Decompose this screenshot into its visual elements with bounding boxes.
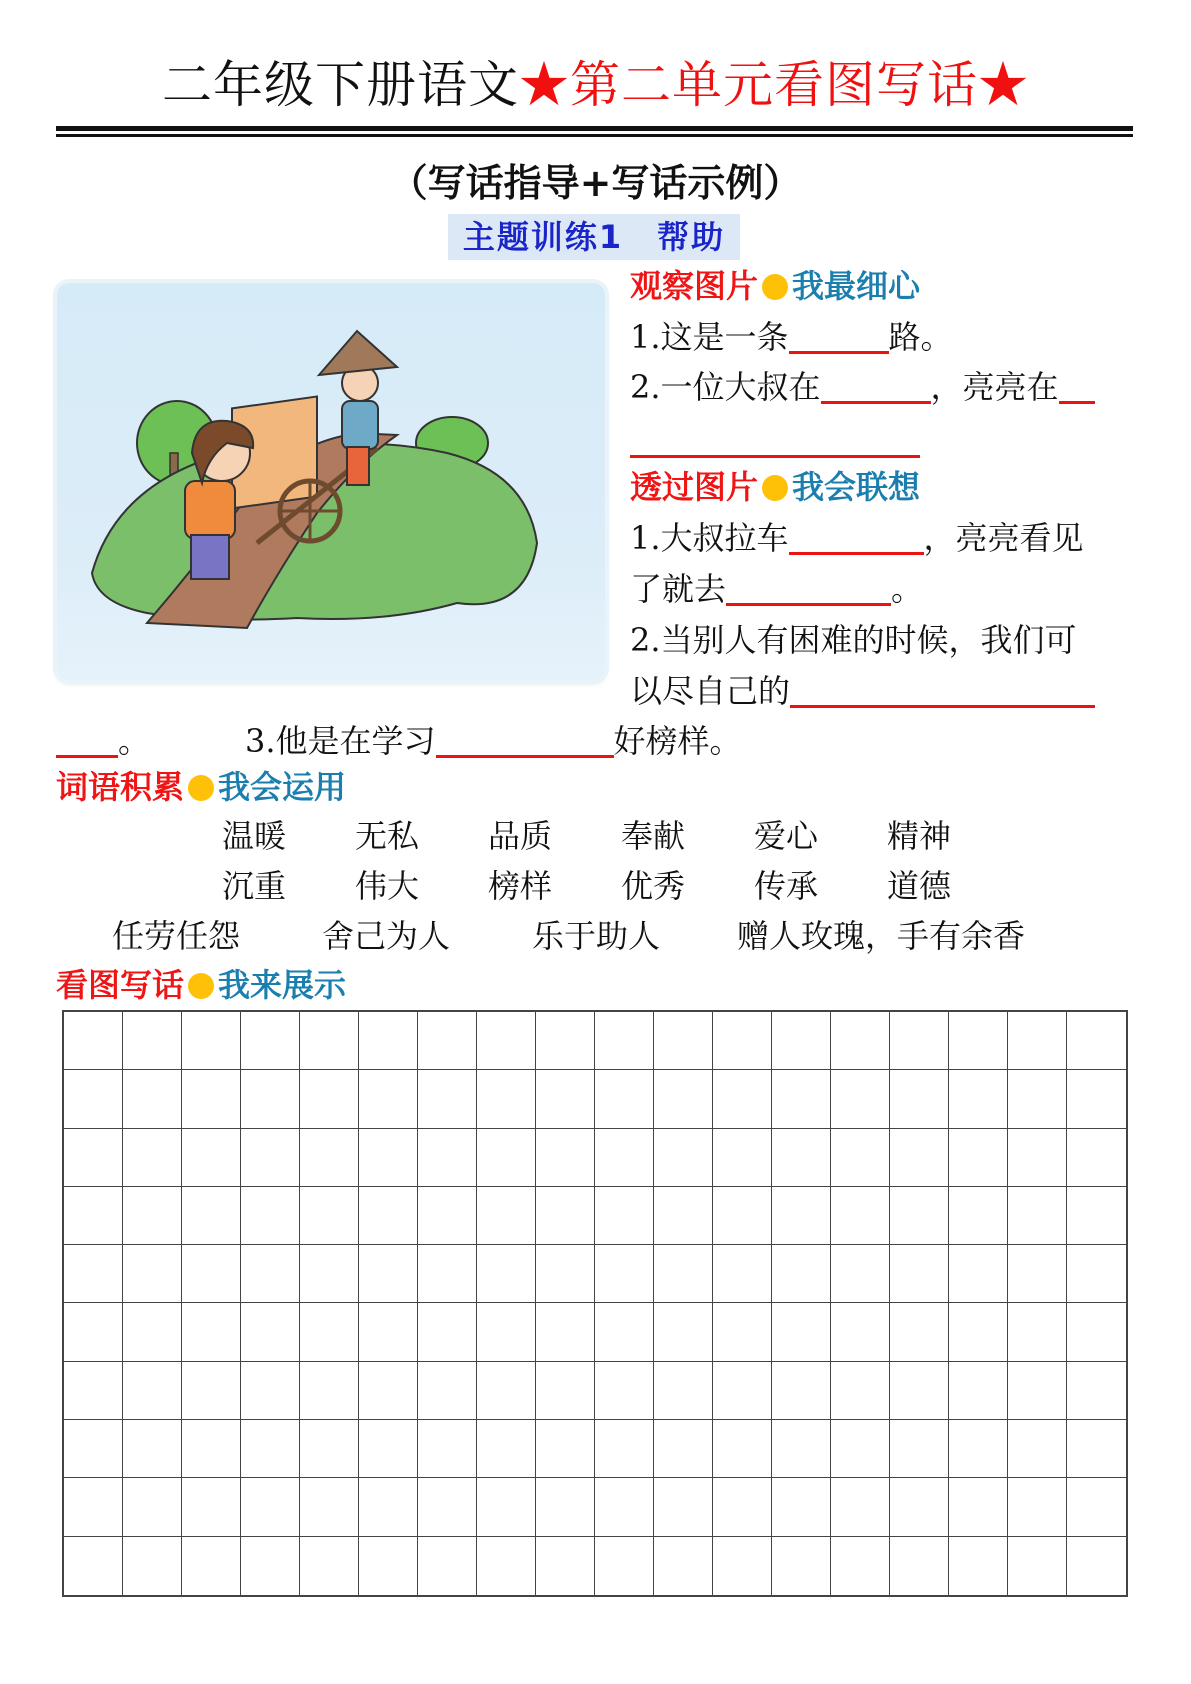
grid-cell[interactable] (300, 1012, 359, 1070)
grid-cell[interactable] (300, 1187, 359, 1245)
grid-cell[interactable] (418, 1012, 477, 1070)
grid-cell[interactable] (595, 1478, 654, 1536)
grid-cell[interactable] (595, 1245, 654, 1303)
imagine-q2-line3: 。 (56, 718, 150, 764)
grid-cell[interactable] (64, 1245, 123, 1303)
answer-blank-continuation[interactable] (630, 455, 920, 458)
grid-cell[interactable] (1008, 1245, 1067, 1303)
grid-cell[interactable] (418, 1537, 477, 1595)
grid-cell[interactable] (182, 1478, 241, 1536)
grid-cell[interactable] (1008, 1537, 1067, 1595)
vocab-word: 无私 (355, 817, 420, 855)
answer-blank[interactable] (789, 317, 889, 354)
writing-grid[interactable] (62, 1010, 1128, 1597)
heading-write: 看图写话 我来展示 (56, 966, 347, 1004)
grid-cell[interactable] (654, 1245, 713, 1303)
grid-cell[interactable] (241, 1537, 300, 1595)
grid-cell[interactable] (890, 1420, 949, 1478)
grid-cell[interactable] (359, 1129, 418, 1187)
grid-cell[interactable] (241, 1362, 300, 1420)
grid-cell[interactable] (477, 1245, 536, 1303)
theme-tag: 主题训练1 帮助 (448, 214, 740, 260)
grid-cell[interactable] (949, 1362, 1008, 1420)
vocab-idiom: 任劳任怨 (112, 917, 241, 955)
answer-blank[interactable] (1059, 367, 1095, 404)
grid-cell[interactable] (772, 1537, 831, 1595)
grid-cell[interactable] (949, 1012, 1008, 1070)
grid-cell[interactable] (64, 1129, 123, 1187)
grid-cell[interactable] (536, 1012, 595, 1070)
grid-cell[interactable] (949, 1537, 1008, 1595)
grid-cell[interactable] (477, 1012, 536, 1070)
grid-cell[interactable] (64, 1187, 123, 1245)
grid-cell[interactable] (831, 1303, 890, 1361)
title-rule-thick (56, 126, 1133, 131)
star-icon: ★ (519, 56, 570, 114)
grid-cell[interactable] (1008, 1478, 1067, 1536)
grid-cell[interactable] (241, 1478, 300, 1536)
bullet-dot-icon (188, 775, 214, 801)
grid-cell[interactable] (772, 1362, 831, 1420)
grid-cell[interactable] (359, 1245, 418, 1303)
vocab-word: 沉重 (222, 867, 287, 905)
subtitle: （写话指导+写话示例） (389, 161, 802, 205)
vocab-row-1 (222, 814, 951, 858)
grid-cell[interactable] (418, 1303, 477, 1361)
grid-cell[interactable] (772, 1303, 831, 1361)
grid-cell[interactable] (123, 1012, 182, 1070)
answer-blank[interactable] (789, 518, 924, 555)
grid-cell[interactable] (772, 1420, 831, 1478)
grid-cell[interactable] (713, 1303, 772, 1361)
grid-cell[interactable] (713, 1362, 772, 1420)
grid-cell[interactable] (1008, 1187, 1067, 1245)
grid-cell[interactable] (123, 1420, 182, 1478)
grid-cell[interactable] (1008, 1420, 1067, 1478)
grid-cell[interactable] (300, 1129, 359, 1187)
grid-cell[interactable] (123, 1070, 182, 1128)
grid-cell[interactable] (713, 1129, 772, 1187)
grid-cell[interactable] (1067, 1129, 1126, 1187)
grid-cell[interactable] (595, 1303, 654, 1361)
grid-cell[interactable] (477, 1420, 536, 1478)
grid-cell[interactable] (1008, 1070, 1067, 1128)
grid-cell[interactable] (1067, 1245, 1126, 1303)
grid-cell[interactable] (536, 1129, 595, 1187)
grid-cell[interactable] (241, 1303, 300, 1361)
grid-cell[interactable] (418, 1070, 477, 1128)
grid-cell[interactable] (654, 1012, 713, 1070)
grid-cell[interactable] (1067, 1012, 1126, 1070)
grid-cell[interactable] (949, 1420, 1008, 1478)
star-icon: ★ (978, 56, 1029, 114)
grid-cell[interactable] (477, 1129, 536, 1187)
grid-cell[interactable] (1067, 1070, 1126, 1128)
grid-cell[interactable] (359, 1420, 418, 1478)
grid-cell[interactable] (890, 1537, 949, 1595)
grid-cell[interactable] (654, 1537, 713, 1595)
grid-cell[interactable] (418, 1187, 477, 1245)
grid-cell[interactable] (241, 1129, 300, 1187)
grid-cell[interactable] (949, 1478, 1008, 1536)
grid-cell[interactable] (182, 1303, 241, 1361)
grid-cell[interactable] (713, 1478, 772, 1536)
imagine-q3: 3.他是在学习 好榜样。 (245, 722, 742, 760)
grid-cell[interactable] (123, 1362, 182, 1420)
grid-cell[interactable] (772, 1129, 831, 1187)
grid-cell[interactable] (890, 1245, 949, 1303)
grid-cell[interactable] (654, 1303, 713, 1361)
grid-cell[interactable] (418, 1478, 477, 1536)
grid-cell[interactable] (241, 1420, 300, 1478)
grid-cell[interactable] (536, 1070, 595, 1128)
grid-cell[interactable] (241, 1187, 300, 1245)
vocab-word: 奉献 (621, 817, 686, 855)
grid-cell[interactable] (477, 1303, 536, 1361)
grid-cell[interactable] (831, 1420, 890, 1478)
heading-imagine: 透过图片 我会联想 (630, 468, 921, 506)
grid-cell[interactable] (182, 1070, 241, 1128)
grid-cell[interactable] (713, 1187, 772, 1245)
grid-cell[interactable] (536, 1537, 595, 1595)
grid-cell[interactable] (241, 1070, 300, 1128)
vocab-word: 温暖 (222, 817, 287, 855)
grid-cell[interactable] (182, 1362, 241, 1420)
grid-cell[interactable] (654, 1478, 713, 1536)
grid-cell[interactable] (831, 1478, 890, 1536)
vocab-word: 道德 (887, 867, 952, 905)
grid-cell[interactable] (300, 1537, 359, 1595)
grid-cell[interactable] (536, 1478, 595, 1536)
grid-cell[interactable] (536, 1303, 595, 1361)
grid-cell[interactable] (831, 1537, 890, 1595)
grid-cell[interactable] (536, 1362, 595, 1420)
grid-cell[interactable] (1067, 1537, 1126, 1595)
grid-cell[interactable] (182, 1187, 241, 1245)
grid-cell[interactable] (713, 1420, 772, 1478)
grid-cell[interactable] (713, 1537, 772, 1595)
grid-cell[interactable] (595, 1187, 654, 1245)
grid-cell[interactable] (595, 1012, 654, 1070)
grid-cell[interactable] (772, 1070, 831, 1128)
grid-cell[interactable] (477, 1187, 536, 1245)
grid-cell[interactable] (123, 1478, 182, 1536)
bullet-dot-icon (762, 475, 788, 501)
grid-cell[interactable] (713, 1070, 772, 1128)
grid-cell[interactable] (477, 1362, 536, 1420)
answer-blank[interactable] (821, 367, 931, 404)
grid-cell[interactable] (1067, 1478, 1126, 1536)
grid-cell[interactable] (949, 1303, 1008, 1361)
grid-cell[interactable] (890, 1303, 949, 1361)
grid-cell[interactable] (182, 1245, 241, 1303)
grid-cell[interactable] (772, 1245, 831, 1303)
grid-cell[interactable] (890, 1012, 949, 1070)
title-grade: 二年级下册语文 (162, 56, 519, 114)
grid-cell[interactable] (890, 1129, 949, 1187)
grid-cell[interactable] (300, 1362, 359, 1420)
grid-cell[interactable] (359, 1303, 418, 1361)
grid-cell[interactable] (890, 1187, 949, 1245)
grid-cell[interactable] (64, 1070, 123, 1128)
grid-cell[interactable] (359, 1362, 418, 1420)
grid-cell[interactable] (1008, 1303, 1067, 1361)
vocab-word: 品质 (488, 817, 553, 855)
vocab-word: 优秀 (621, 867, 686, 905)
grid-cell[interactable] (772, 1478, 831, 1536)
title-rule-thin (56, 134, 1133, 137)
grid-cell[interactable] (182, 1012, 241, 1070)
grid-cell[interactable] (123, 1245, 182, 1303)
imagine-q1-line1: 1.大叔拉车 ，亮亮看见 (630, 519, 1084, 557)
grid-cell[interactable] (241, 1012, 300, 1070)
grid-cell[interactable] (831, 1245, 890, 1303)
grid-cell[interactable] (241, 1245, 300, 1303)
vocab-idiom: 舍己为人 (322, 917, 451, 955)
grid-cell[interactable] (595, 1362, 654, 1420)
grid-cell[interactable] (536, 1420, 595, 1478)
vocab-word: 伟大 (355, 867, 420, 905)
grid-cell[interactable] (1067, 1187, 1126, 1245)
grid-cell[interactable] (831, 1012, 890, 1070)
grid-cell[interactable] (64, 1420, 123, 1478)
vocab-row-3 (112, 914, 1025, 958)
imagine-q2-line1: 2.当别人有困难的时候，我们可 (630, 621, 1077, 659)
observe-q1: 1.这是一条 路。 (630, 318, 953, 356)
grid-cell[interactable] (64, 1012, 123, 1070)
grid-cell[interactable] (123, 1129, 182, 1187)
grid-cell[interactable] (359, 1070, 418, 1128)
bullet-dot-icon (762, 274, 788, 300)
vocab-idiom: 乐于助人 (532, 917, 661, 955)
grid-cell[interactable] (654, 1129, 713, 1187)
grid-cell[interactable] (1067, 1420, 1126, 1478)
grid-cell[interactable] (654, 1070, 713, 1128)
vocab-row-2 (222, 864, 951, 908)
grid-cell[interactable] (359, 1187, 418, 1245)
grid-cell[interactable] (772, 1187, 831, 1245)
vocab-word: 爱心 (754, 817, 819, 855)
grid-cell[interactable] (359, 1537, 418, 1595)
grid-cell[interactable] (1008, 1362, 1067, 1420)
grid-cell[interactable] (359, 1012, 418, 1070)
grid-cell[interactable] (713, 1245, 772, 1303)
grid-cell[interactable] (890, 1362, 949, 1420)
heading-vocab: 词语积累 我会运用 (56, 768, 347, 806)
grid-cell[interactable] (64, 1478, 123, 1536)
boy-helping-cart-illustration (57, 283, 605, 680)
grid-cell[interactable] (477, 1070, 536, 1128)
grid-cell[interactable] (654, 1187, 713, 1245)
grid-cell[interactable] (831, 1362, 890, 1420)
grid-cell[interactable] (831, 1070, 890, 1128)
page-title (0, 52, 1191, 118)
grid-cell[interactable] (831, 1129, 890, 1187)
answer-blank[interactable] (726, 569, 891, 606)
grid-cell[interactable] (300, 1303, 359, 1361)
answer-blank[interactable] (56, 721, 118, 758)
grid-cell[interactable] (949, 1070, 1008, 1128)
grid-cell[interactable] (182, 1537, 241, 1595)
grid-cell[interactable] (418, 1362, 477, 1420)
grid-cell[interactable] (1008, 1129, 1067, 1187)
grid-cell[interactable] (64, 1303, 123, 1361)
grid-cell[interactable] (418, 1420, 477, 1478)
grid-cell[interactable] (536, 1187, 595, 1245)
grid-cell[interactable] (477, 1537, 536, 1595)
grid-cell[interactable] (1067, 1362, 1126, 1420)
grid-cell[interactable] (595, 1070, 654, 1128)
grid-cell[interactable] (772, 1012, 831, 1070)
grid-cell[interactable] (890, 1478, 949, 1536)
grid-cell[interactable] (831, 1187, 890, 1245)
grid-cell[interactable] (64, 1537, 123, 1595)
illustration (57, 283, 605, 680)
grid-cell[interactable] (1067, 1303, 1126, 1361)
grid-cell[interactable] (123, 1303, 182, 1361)
grid-cell[interactable] (536, 1245, 595, 1303)
title-unit: 第二单元看图写话 (570, 56, 978, 114)
imagine-q2-line2: 以尽自己的 (630, 668, 1095, 714)
grid-cell[interactable] (949, 1245, 1008, 1303)
bullet-dot-icon (188, 973, 214, 999)
vocab-word: 榜样 (488, 867, 553, 905)
grid-cell[interactable] (300, 1245, 359, 1303)
grid-cell[interactable] (359, 1478, 418, 1536)
grid-cell[interactable] (182, 1129, 241, 1187)
observe-q2: 2.一位大叔在 ，亮亮在 (630, 364, 1095, 410)
grid-cell[interactable] (949, 1187, 1008, 1245)
grid-cell[interactable] (64, 1362, 123, 1420)
grid-cell[interactable] (300, 1070, 359, 1128)
grid-cell[interactable] (654, 1420, 713, 1478)
grid-cell[interactable] (477, 1478, 536, 1536)
grid-cell[interactable] (182, 1420, 241, 1478)
grid-cell[interactable] (300, 1420, 359, 1478)
vocab-word: 精神 (887, 817, 952, 855)
answer-blank[interactable] (790, 671, 1095, 708)
answer-blank[interactable] (436, 721, 614, 758)
grid-cell[interactable] (595, 1420, 654, 1478)
vocab-word: 传承 (754, 867, 819, 905)
grid-cell[interactable] (418, 1245, 477, 1303)
heading-observe: 观察图片 我最细心 (630, 267, 921, 305)
grid-cell[interactable] (300, 1478, 359, 1536)
vocab-idiom: 赠人玫瑰，手有余香 (737, 917, 1026, 955)
grid-cell[interactable] (654, 1362, 713, 1420)
grid-cell[interactable] (123, 1537, 182, 1595)
grid-cell[interactable] (890, 1070, 949, 1128)
grid-cell[interactable] (123, 1187, 182, 1245)
grid-cell[interactable] (595, 1129, 654, 1187)
grid-cell[interactable] (595, 1537, 654, 1595)
grid-cell[interactable] (418, 1129, 477, 1187)
grid-cell[interactable] (713, 1012, 772, 1070)
grid-cell[interactable] (949, 1129, 1008, 1187)
imagine-q1-line2: 了就去 。 (630, 570, 924, 608)
grid-cell[interactable] (1008, 1012, 1067, 1070)
